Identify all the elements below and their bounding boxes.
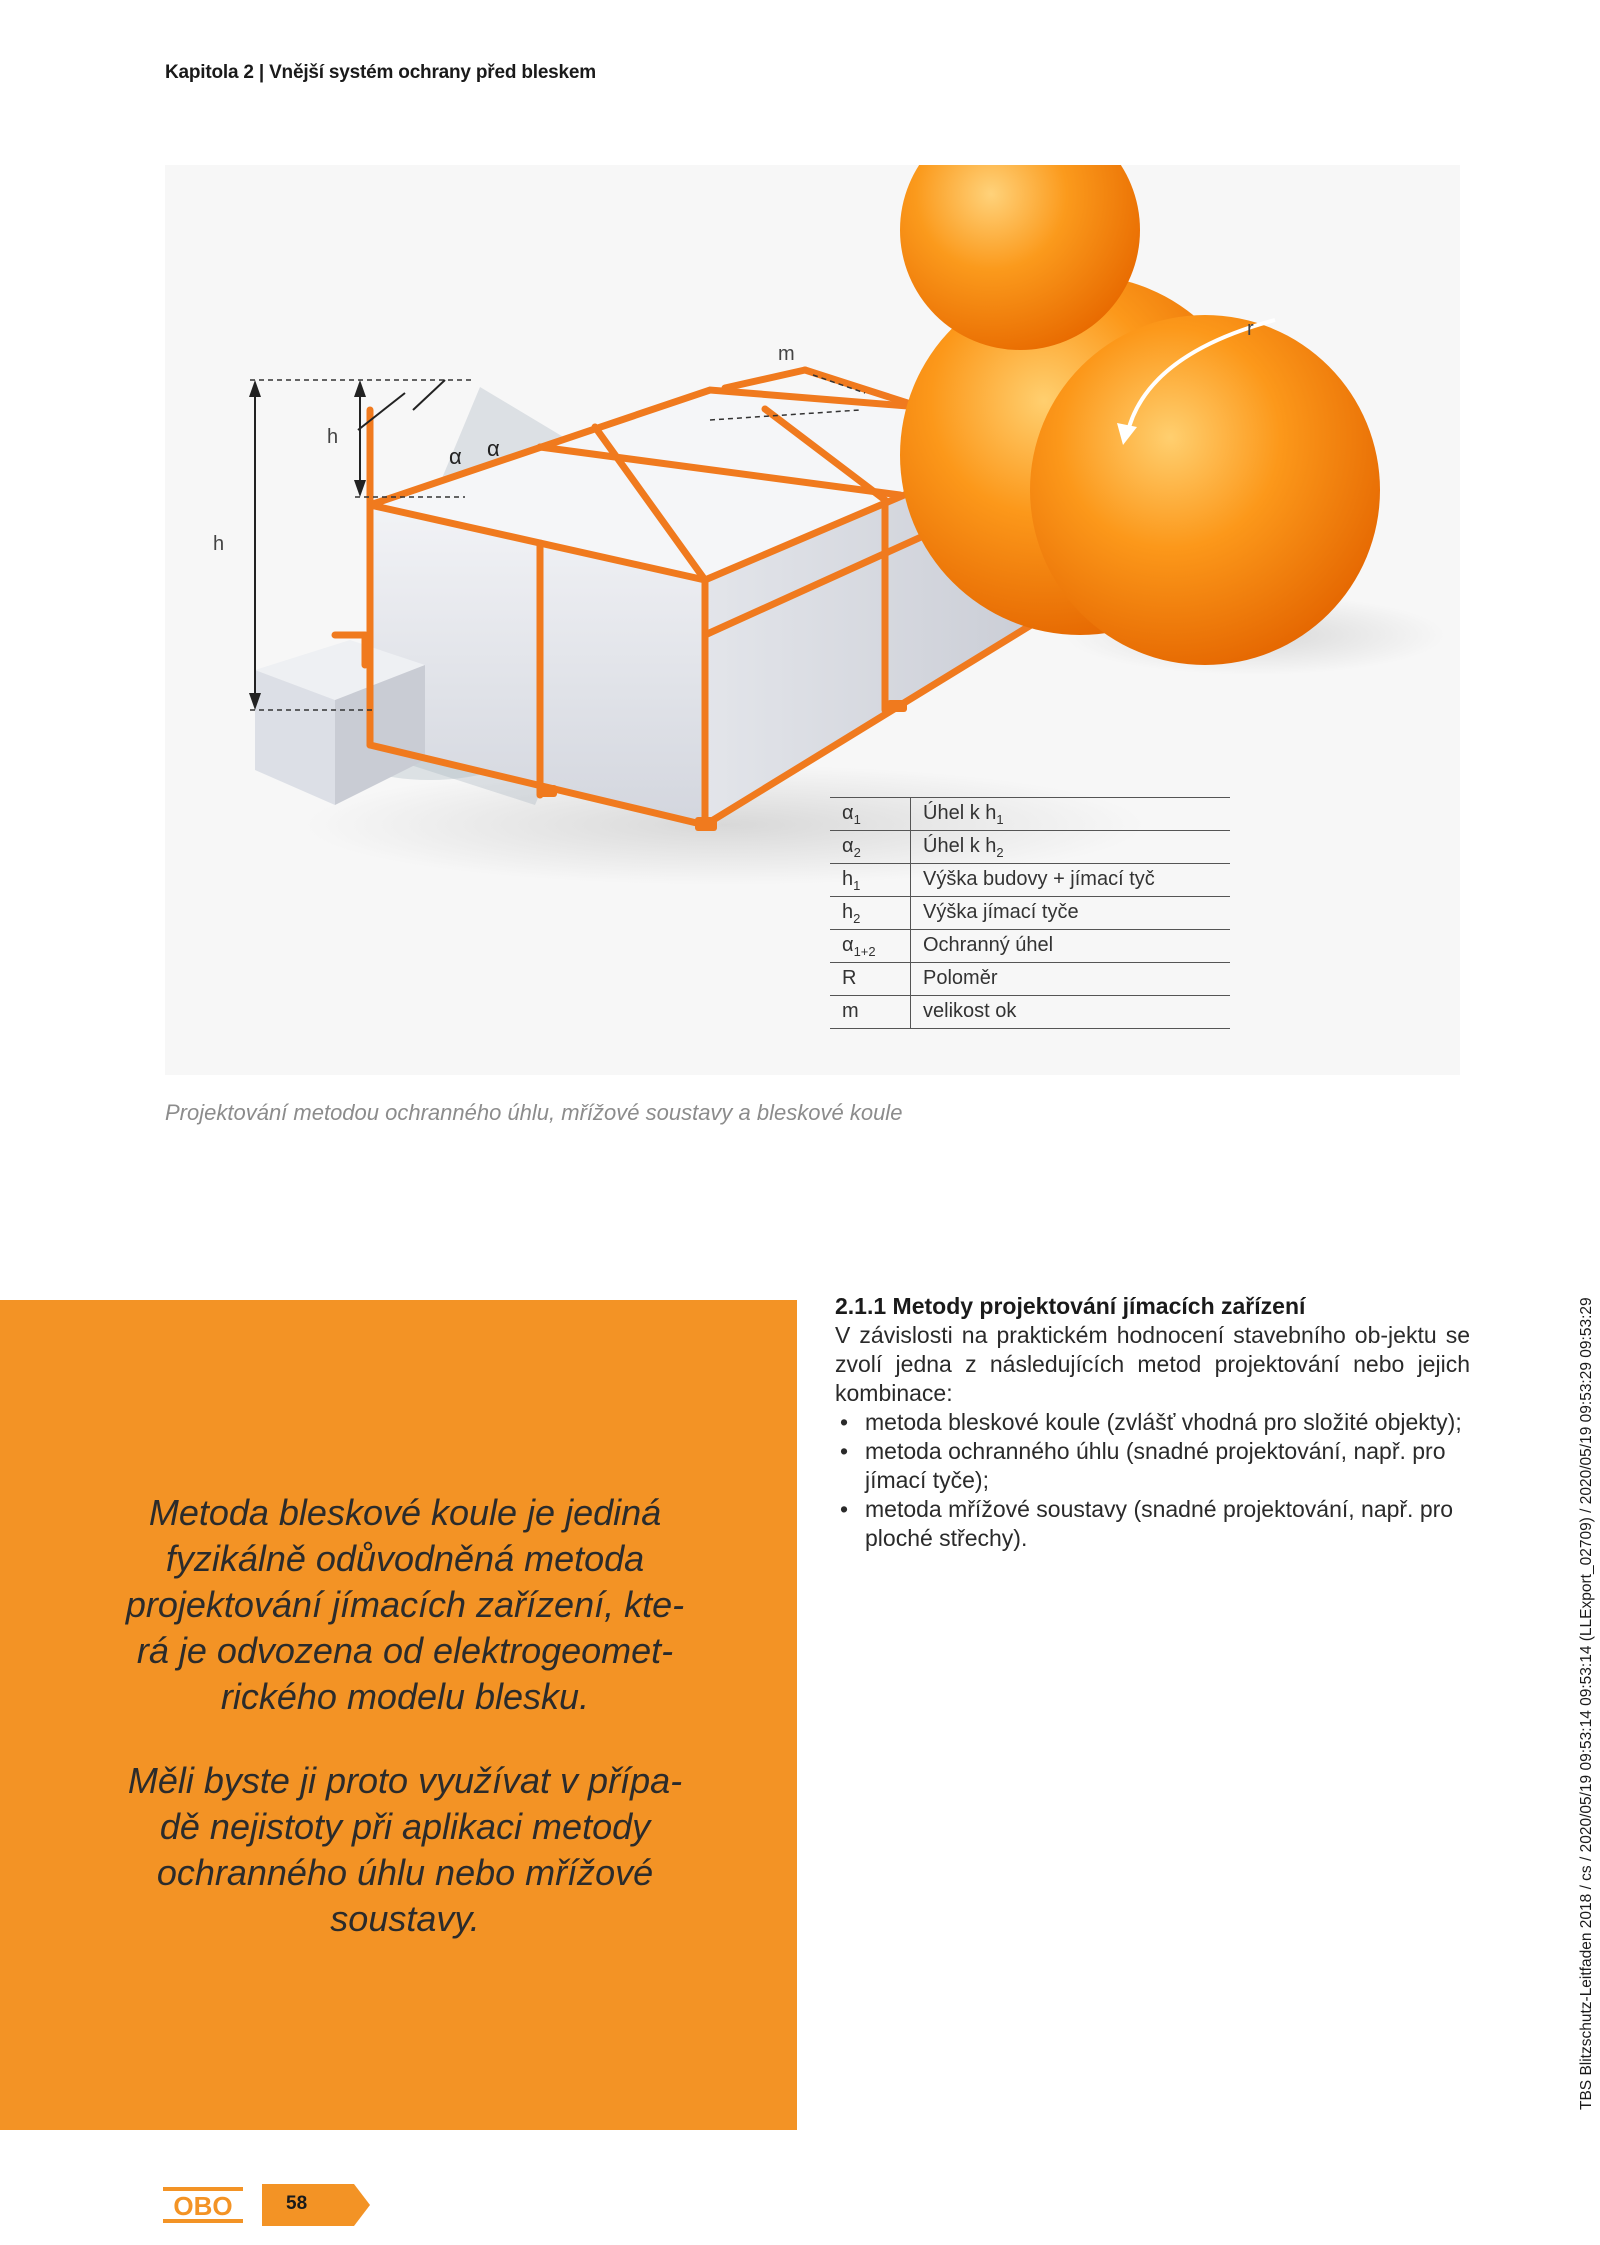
label-h1: h [213,533,225,555]
list-item: • metoda ochranného úhlu (snadné projektování, např. pro jímací tyče); [840,1438,1446,1493]
legend-symbol: $h_2$ [830,897,911,930]
legend-description: velikost ok [911,996,1231,1029]
label-h2: h [327,426,339,448]
methods-list [835,1408,1470,1553]
page-number: 58 [286,2193,308,2214]
bullet-icon: • [840,1409,849,1435]
page-number-tab [262,2184,370,2226]
legend-row [830,930,1230,963]
section-methods [835,1292,1470,1553]
legend-table [830,797,1230,1029]
label-alpha1: α [449,444,462,469]
bullet-icon: • [840,1438,849,1464]
legend-description: Úhel k $h_2$ [911,831,1231,864]
protection-methods-illustration [165,165,1460,1075]
chapter-header: Kapitola 2 | Vnější systém ochrany před bleskem [165,62,596,83]
figure-caption: Projektování metodou ochranného úhlu, mřížové soustavy a bleskové koule [165,1100,903,1125]
legend-symbol: R [830,963,911,996]
logo-text: OBO [173,2191,233,2221]
bullet-icon: • [840,1496,849,1522]
legend-description: Výška jímací tyče [911,897,1231,930]
obo-logo [163,2187,243,2223]
label-m: m [778,343,795,365]
legend-symbol: $\alpha_{1+2}$ [830,930,911,963]
legend-description: Výška budovy + jímací tyč [911,864,1231,897]
list-item: • metoda bleskové koule (zvlášť vhodná pro složité objekty); [840,1409,1462,1435]
legend-row [830,831,1230,864]
list-item: • metoda mřížové soustavy (snadné projektování, např. pro ploché střechy). [840,1496,1454,1551]
legend-description: Ochranný úhel [911,930,1231,963]
legend-description: Úhel k $h_1$ [911,798,1231,831]
legend-symbol: $\alpha_2$ [830,831,911,864]
section-title: 2.1.1 Metody projektování jímacích zařízení [835,1293,1306,1319]
legend-symbol: $h_1$ [830,864,911,897]
label-alpha2: α [487,436,500,461]
legend-symbol: m [830,996,911,1029]
legend-row [830,963,1230,996]
highlight-quote-1: Metoda bleskové koule je jediná fyzikálně odůvodněná metoda projektování jímacích zařízení, kte-rá je odvozena od elektrogeomet-rického modelu blesku. [125,1492,685,1717]
legend-row [830,864,1230,897]
legend-row [830,798,1230,831]
legend-row [830,996,1230,1029]
legend-symbol: $\alpha_1$ [830,798,911,831]
highlight-quote-2: Měli byste ji proto využívat v přípa-dě nejistoty při aplikaci metody ochranného úhlu nebo mřížové soustavy. [127,1760,683,1939]
legend-description: Poloměr [911,963,1231,996]
print-metadata-sidebar: TBS Blitzschutz-Leitfaden 2018 / cs / 2020/05/19 09:53:14 09:53:14 (LLExport_02709) / 2020/05/19 09:53:29 09:53:29 [1578,1297,1595,2110]
legend-row [830,897,1230,930]
section-intro: V závislosti na praktickém hodnocení stavebního ob-jektu se zvolí jedna z následujících metod projektování nebo jejich kombinace: [835,1322,1470,1406]
illustration-drawing [165,165,1460,1075]
label-r: r [1247,318,1254,340]
